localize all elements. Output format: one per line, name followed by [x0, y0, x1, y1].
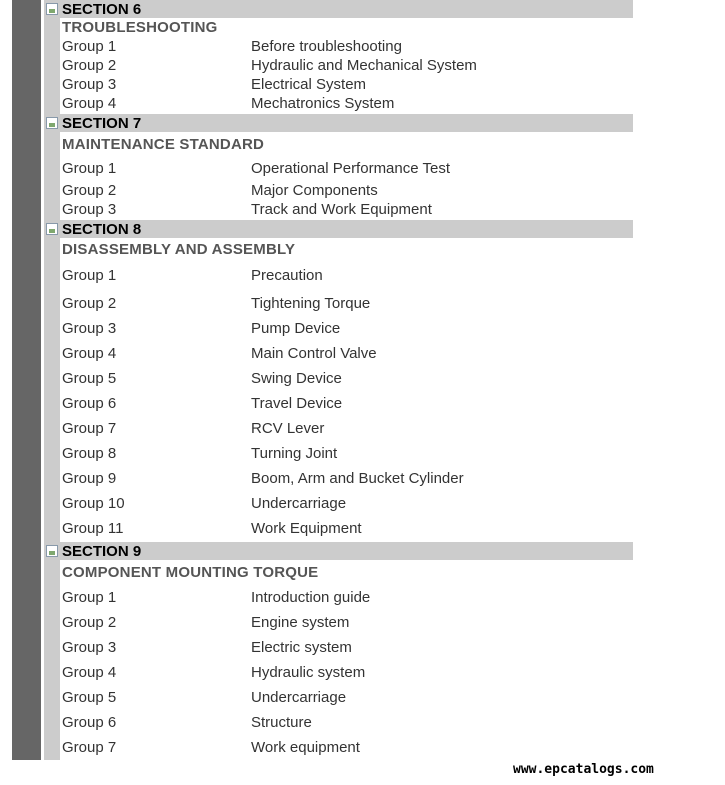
group-number: Group 6 — [62, 714, 117, 731]
group-number: Group 1 — [62, 589, 117, 606]
list-item[interactable] — [62, 520, 622, 538]
broken-image-icon — [46, 223, 58, 235]
group-title: Mechatronics System — [251, 95, 395, 112]
group-title: Work Equipment — [251, 520, 362, 537]
group-number: Group 3 — [62, 201, 117, 218]
list-item[interactable] — [62, 95, 622, 113]
list-item[interactable] — [62, 76, 622, 94]
group-title: Swing Device — [251, 370, 342, 387]
list-item[interactable] — [62, 182, 622, 200]
group-number: Group 11 — [62, 520, 124, 537]
section-header[interactable] — [44, 542, 633, 560]
list-item[interactable] — [62, 345, 622, 363]
group-title: Travel Device — [251, 395, 343, 412]
group-number: Group 5 — [62, 689, 117, 706]
group-title: Major Components — [251, 182, 378, 199]
left-margin-bar — [12, 0, 41, 760]
group-title: Introduction guide — [251, 589, 371, 606]
group-number: Group 1 — [62, 160, 117, 177]
group-title: Hydraulic and Mechanical System — [251, 57, 477, 74]
group-number: Group 4 — [62, 345, 117, 362]
group-number: Group 3 — [62, 320, 117, 337]
group-title: Electric system — [251, 639, 352, 656]
group-title: Boom, Arm and Bucket Cylinder — [251, 470, 464, 487]
broken-image-icon — [46, 3, 58, 15]
group-number: Group 8 — [62, 445, 117, 462]
group-title: Before troubleshooting — [251, 38, 402, 55]
group-number: Group 10 — [62, 495, 125, 512]
list-item[interactable] — [62, 445, 622, 463]
group-title: Undercarriage — [251, 495, 347, 512]
list-item[interactable] — [62, 267, 622, 285]
group-title: Undercarriage — [251, 689, 347, 706]
section-header[interactable] — [44, 220, 633, 238]
broken-image-icon — [46, 117, 58, 129]
group-title: RCV Lever — [251, 420, 325, 437]
group-title: Precaution — [251, 267, 323, 284]
group-number: Group 2 — [62, 614, 117, 631]
list-item[interactable] — [62, 664, 622, 682]
section-label: SECTION 6 — [62, 1, 142, 18]
list-item[interactable] — [62, 295, 622, 313]
group-number: Group 5 — [62, 370, 117, 387]
group-title: Work equipment — [251, 739, 360, 756]
group-title: Electrical System — [251, 76, 367, 93]
group-title: Main Control Valve — [251, 345, 377, 362]
list-item[interactable] — [62, 495, 622, 513]
list-item[interactable] — [62, 320, 622, 338]
group-number: Group 2 — [62, 57, 117, 74]
list-item[interactable] — [62, 395, 622, 413]
group-number: Group 2 — [62, 182, 117, 199]
group-number: Group 2 — [62, 295, 117, 312]
list-item[interactable] — [62, 201, 622, 219]
group-title: Track and Work Equipment — [251, 201, 432, 218]
list-item[interactable] — [62, 689, 622, 707]
list-item[interactable] — [62, 370, 622, 388]
section-title: DISASSEMBLY AND ASSEMBLY — [62, 241, 296, 258]
group-number: Group 3 — [62, 639, 117, 656]
section-label: SECTION 7 — [62, 115, 142, 132]
list-item[interactable] — [62, 420, 622, 438]
list-item[interactable] — [62, 739, 622, 757]
list-item[interactable] — [62, 639, 622, 657]
group-number: Group 9 — [62, 470, 117, 487]
group-title: Engine system — [251, 614, 350, 631]
list-item[interactable] — [62, 160, 622, 178]
group-title: Operational Performance Test — [251, 160, 450, 177]
broken-image-icon — [46, 545, 58, 557]
list-item[interactable] — [62, 57, 622, 75]
group-number: Group 3 — [62, 76, 117, 93]
list-item[interactable] — [62, 470, 622, 488]
section-label: SECTION 8 — [62, 221, 142, 238]
group-title: Structure — [251, 714, 312, 731]
list-item[interactable] — [62, 38, 622, 56]
section-title: COMPONENT MOUNTING TORQUE — [62, 564, 319, 581]
section-title: TROUBLESHOOTING — [62, 19, 218, 36]
list-item[interactable] — [62, 714, 622, 732]
list-item[interactable] — [62, 589, 622, 607]
group-title: Hydraulic system — [251, 664, 366, 681]
group-number: Group 7 — [62, 739, 117, 756]
section-header[interactable] — [44, 114, 633, 132]
group-number: Group 1 — [62, 267, 117, 284]
group-number: Group 4 — [62, 664, 117, 681]
group-number: Group 7 — [62, 420, 117, 437]
list-item[interactable] — [62, 614, 622, 632]
group-title: Pump Device — [251, 320, 341, 337]
watermark-text: www.epcatalogs.com — [513, 762, 654, 777]
group-number: Group 6 — [62, 395, 117, 412]
section-title: MAINTENANCE STANDARD — [62, 136, 265, 153]
group-title: Tightening Torque — [251, 295, 371, 312]
group-number: Group 1 — [62, 38, 117, 55]
section-label: SECTION 9 — [62, 543, 142, 560]
group-number: Group 4 — [62, 95, 117, 112]
section-header[interactable] — [44, 0, 633, 18]
group-title: Turning Joint — [251, 445, 338, 462]
